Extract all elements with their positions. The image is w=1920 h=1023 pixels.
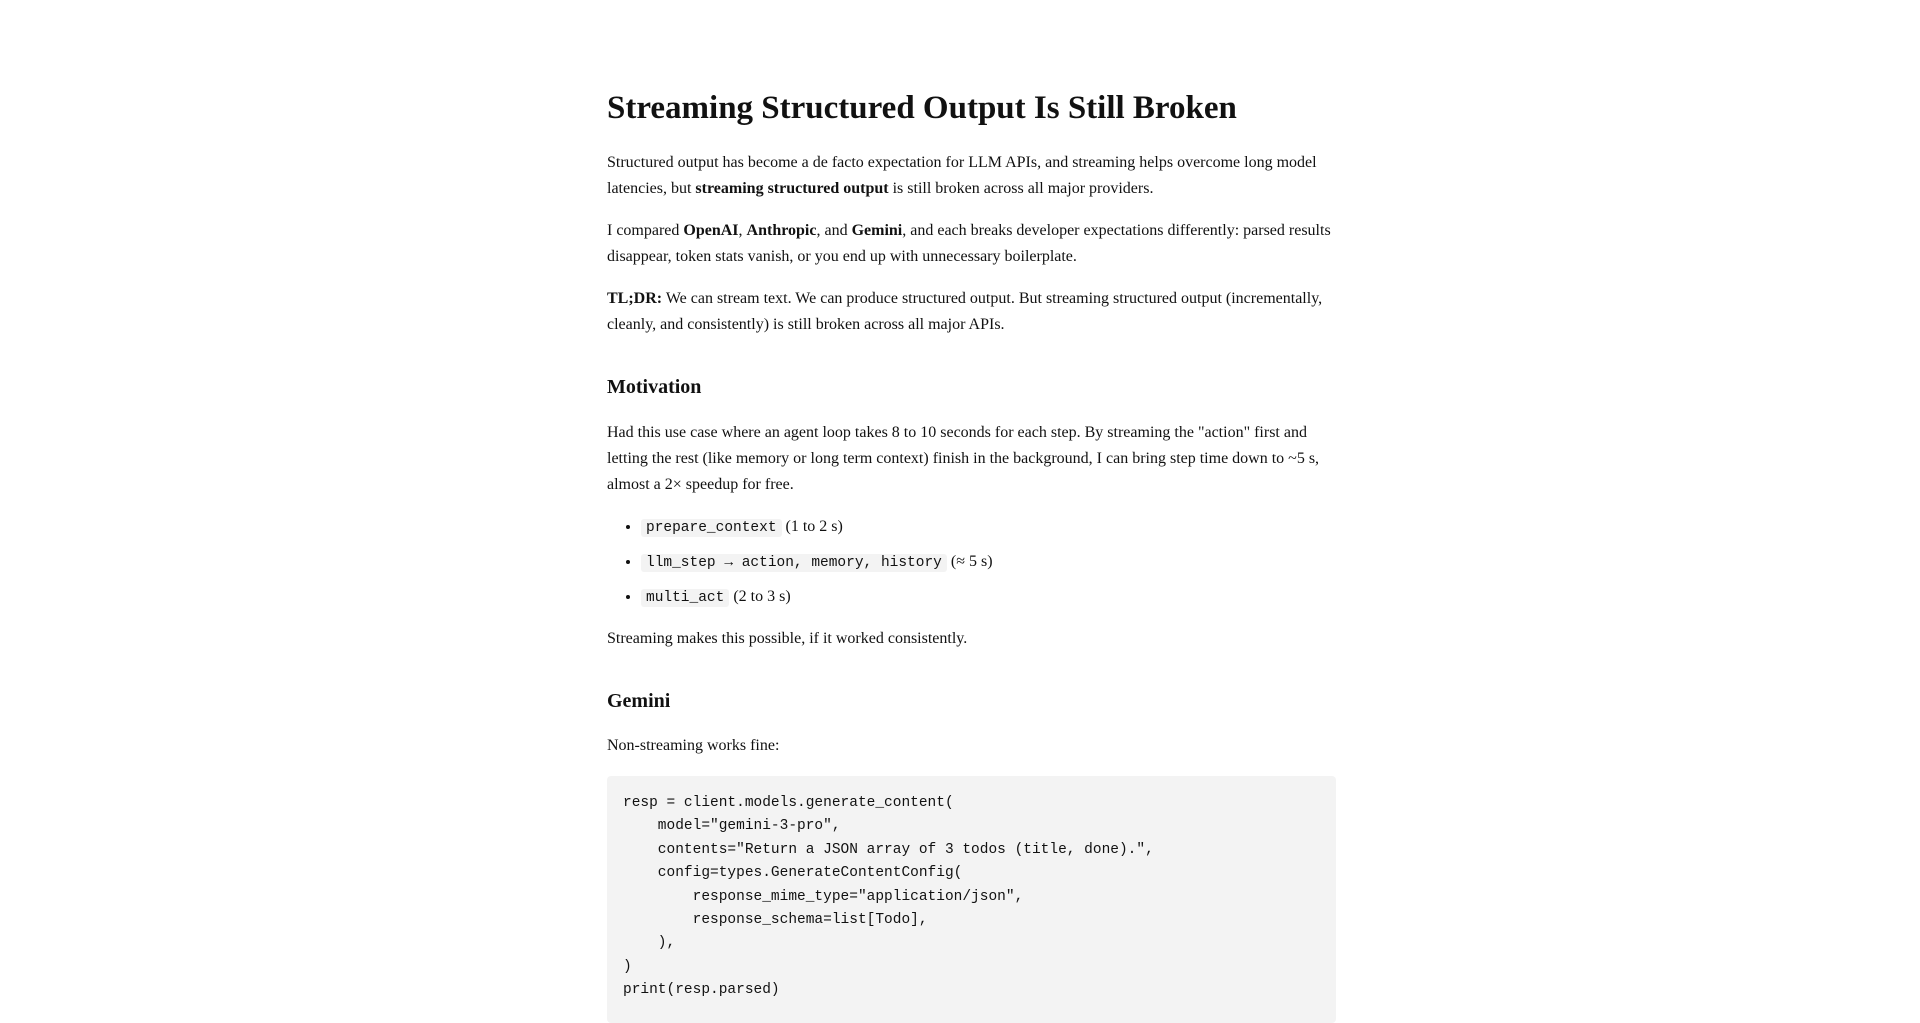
provider-openai: OpenAI <box>683 222 739 239</box>
comparison-text-end: , and each breaks developer expectations differently: parsed results disappear, token stats vanish, or you end up with unnecessary boilerplate. <box>607 222 1331 265</box>
motivation-closing: Streaming makes this possible, if it worked consistently. <box>607 630 968 647</box>
code-line: ), <box>623 935 676 952</box>
code-line: response_mime_type="application/json", <box>623 888 1024 905</box>
intro-emphasis: streaming structured output <box>695 180 889 197</box>
step-note: (≈ 5 s) <box>946 553 993 570</box>
comparison-paragraph <box>607 218 1336 270</box>
provider-anthropic: Anthropic <box>746 222 817 239</box>
step-code: prepare_context <box>641 519 782 537</box>
code-line: ) <box>623 958 632 975</box>
code-line: response_schema=list[Todo], <box>623 912 928 929</box>
list-item <box>641 549 993 576</box>
gemini-intro: Non-streaming works fine: <box>607 737 780 754</box>
comparison-separator: , <box>738 222 747 239</box>
step-code: multi_act <box>641 589 729 607</box>
tldr-label: TL;DR: <box>607 290 663 307</box>
comparison-separator: , and <box>816 222 852 239</box>
list-item <box>641 584 993 611</box>
step-note: (2 to 3 s) <box>729 588 791 605</box>
provider-gemini: Gemini <box>851 222 903 239</box>
tldr-text: We can stream text. We can produce structured output. But streaming structured output (incrementally, cleanly, and consistently) is still broken across all major APIs. <box>607 290 1323 333</box>
step-code: llm_step → action, memory, history <box>641 554 947 572</box>
page-title: Streaming Structured Output Is Still Broken <box>607 90 1237 126</box>
code-line: contents="Return a JSON array of 3 todos (title, done).", <box>623 841 1154 858</box>
intro-text: Structured output has become a de facto expectation for LLM APIs, and streaming helps overcome long model latencies, but <box>607 154 1317 197</box>
list-item <box>641 514 993 541</box>
code-line: print(resp.parsed) <box>623 982 780 999</box>
motivation-heading: Motivation <box>607 376 702 398</box>
code-line: config=types.GenerateContentConfig( <box>623 865 963 882</box>
motivation-paragraph: Had this use case where an agent loop takes 8 to 10 seconds for each step. By streaming the "action" first and letting the rest (like memory or long term context) finish in the background, I can bring step time down to ~5 s, almost a 2× speedup for free. <box>607 424 1320 493</box>
tldr-paragraph <box>607 286 1336 338</box>
intro-text-end: is still broken across all major providers. <box>888 180 1154 197</box>
code-line: model="gemini-3-pro", <box>623 818 841 835</box>
intro-paragraph <box>607 150 1336 202</box>
step-list <box>607 514 993 619</box>
step-note: (1 to 2 s) <box>781 518 843 535</box>
gemini-heading: Gemini <box>607 690 671 712</box>
comparison-text: I compared <box>607 222 684 239</box>
code-line: resp = client.models.generate_content( <box>623 795 954 811</box>
code-block[interactable] <box>607 776 1336 1023</box>
